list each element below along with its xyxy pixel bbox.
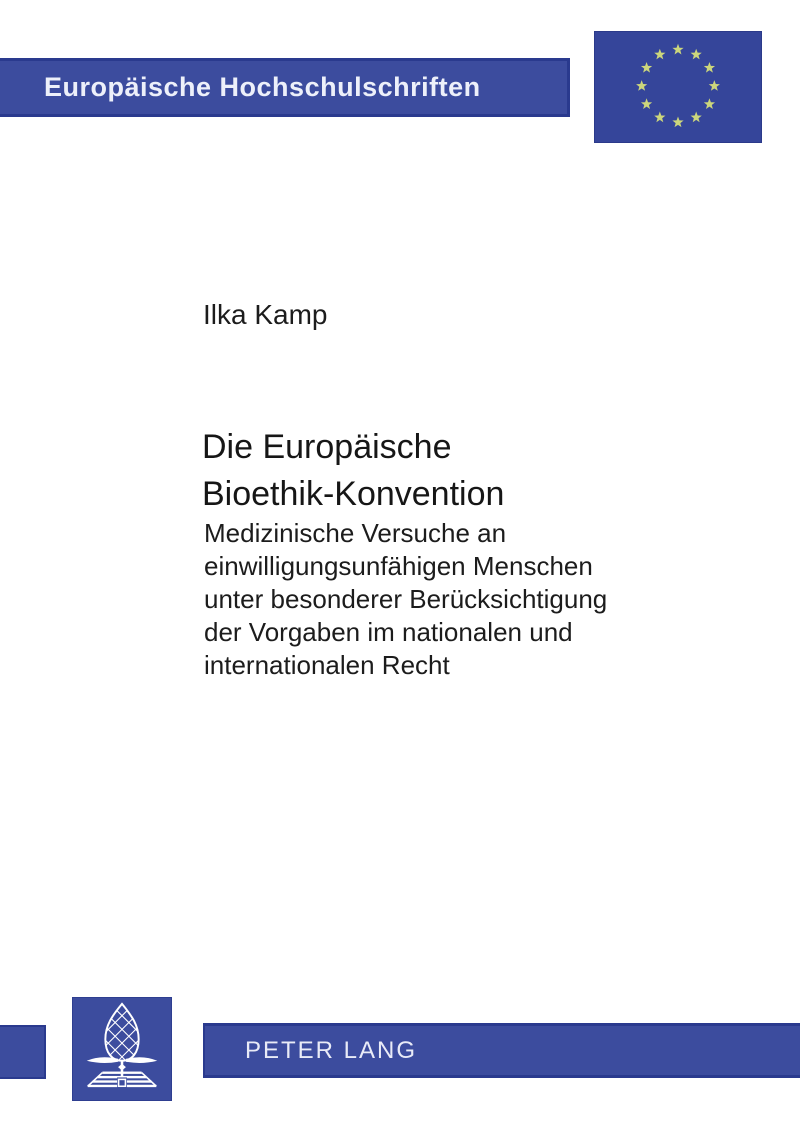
subtitle-line: Medizinische Versuche an (204, 518, 507, 548)
publisher-wordmark: PETER LANG (245, 1036, 418, 1064)
star-icon (654, 112, 665, 123)
publisher-banner (203, 1023, 800, 1078)
peter-lang-logo-icon (72, 997, 172, 1101)
subtitle-line: unter besonderer Berücksichtigung (204, 584, 608, 614)
book-title-line1: Die Europäische (202, 428, 452, 466)
publisher-banner-left-stub (0, 1025, 46, 1079)
subtitle-line: internationalen Recht (204, 650, 450, 680)
star-icon (641, 98, 652, 109)
star-icon (704, 98, 715, 109)
star-icon (654, 49, 665, 60)
book-subtitle (204, 517, 607, 682)
subtitle-line: einwilligungsunfähigen Menschen (204, 551, 593, 581)
star-icon (691, 49, 702, 60)
star-icon (691, 112, 702, 123)
star-icon (641, 62, 652, 73)
star-icon (672, 44, 683, 55)
book-title-line2: Bioethik-Konvention (202, 475, 505, 513)
author-name: Ilka Kamp (203, 299, 328, 330)
star-icon (636, 80, 647, 91)
star-icon (704, 62, 715, 73)
star-icon (709, 80, 720, 91)
series-title: Europäische Hochschulschriften (44, 72, 481, 102)
eu-stars (595, 32, 761, 142)
book-title (202, 424, 504, 518)
subtitle-line: der Vorgaben im nationalen und (204, 617, 573, 647)
series-banner (0, 58, 570, 117)
star-icon (672, 116, 683, 127)
eu-flag-icon (594, 31, 762, 143)
tree-over-open-book-icon (73, 998, 171, 1100)
